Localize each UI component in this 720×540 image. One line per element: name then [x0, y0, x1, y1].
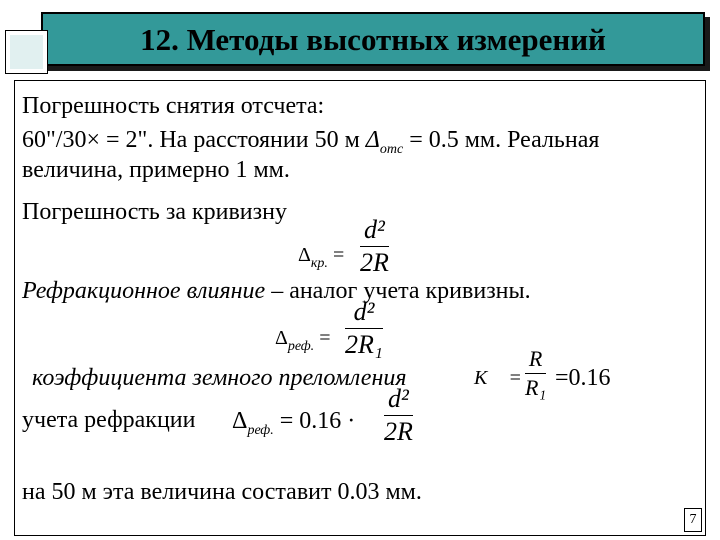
text-line-3: величина, примерно 1 мм.	[22, 157, 290, 183]
times-symbol: ×	[86, 127, 101, 153]
text-part: 60"/30	[22, 127, 87, 153]
variable-k: K	[474, 367, 488, 389]
formula-subscript: реф.	[247, 423, 274, 438]
denominator: 2R	[384, 417, 413, 446]
formula-kr-lhs	[298, 243, 344, 270]
formula-ref-fraction	[345, 297, 383, 360]
delta-symbol: Δ	[365, 127, 380, 153]
fraction-bar	[345, 328, 383, 329]
equals-sign: =	[508, 367, 522, 389]
decorative-square	[5, 30, 48, 74]
text-line-1: Погрешность снятия отсчета:	[22, 93, 325, 119]
text-part: – аналог учета кривизны.	[265, 278, 531, 304]
numerator: d²	[353, 297, 375, 326]
numerator: d²	[364, 215, 385, 244]
equals-sign: =	[319, 327, 331, 349]
formula-kr-fraction	[360, 215, 389, 278]
formula-ref2-lhs	[232, 407, 355, 439]
k-value: =0.16	[555, 365, 611, 391]
fraction-bar	[360, 246, 389, 247]
text-line-8: на 50 м эта величина составит 0.03 мм.	[22, 479, 422, 505]
text-line-4: Погрешность за кривизну	[22, 199, 287, 225]
formula-subscript: кр.	[310, 256, 328, 271]
formula-k-fraction	[525, 346, 546, 401]
delta-symbol: Δ	[232, 408, 248, 434]
denominator: 2R₁	[345, 330, 383, 359]
numerator: R	[528, 346, 543, 371]
fraction-bar	[384, 415, 413, 416]
denominator: 2R	[360, 248, 389, 277]
denominator: R₁	[525, 375, 547, 400]
slide-title: 12. Методы высотных измерений	[140, 22, 606, 57]
text-line-5	[22, 277, 531, 305]
text-line-2	[22, 126, 599, 158]
text-part: = 0.5 мм. Реальная	[403, 127, 600, 153]
formula-ref2-fraction	[384, 384, 413, 447]
formula-subscript: реф.	[287, 339, 315, 354]
delta-symbol: Δ	[298, 244, 311, 266]
numerator: d²	[388, 384, 409, 413]
delta-subscript: отс	[379, 142, 404, 157]
equals-coefficient: = 0.16 ·	[279, 408, 356, 434]
equals-sign: =	[332, 244, 345, 266]
formula-ref-lhs	[275, 326, 330, 353]
text-part: = 2". На расстоянии 50 м	[100, 127, 366, 153]
text-line-7: учета рефракции	[22, 407, 196, 433]
formula-k-lhs	[474, 366, 522, 390]
title-bar	[41, 12, 705, 66]
italic-term: Рефракционное влияние	[22, 278, 266, 304]
page-number: 7	[684, 508, 702, 532]
delta-symbol: Δ	[275, 327, 288, 349]
fraction-bar	[525, 373, 546, 374]
text-line-6: коэффициента земного преломления	[32, 365, 407, 391]
